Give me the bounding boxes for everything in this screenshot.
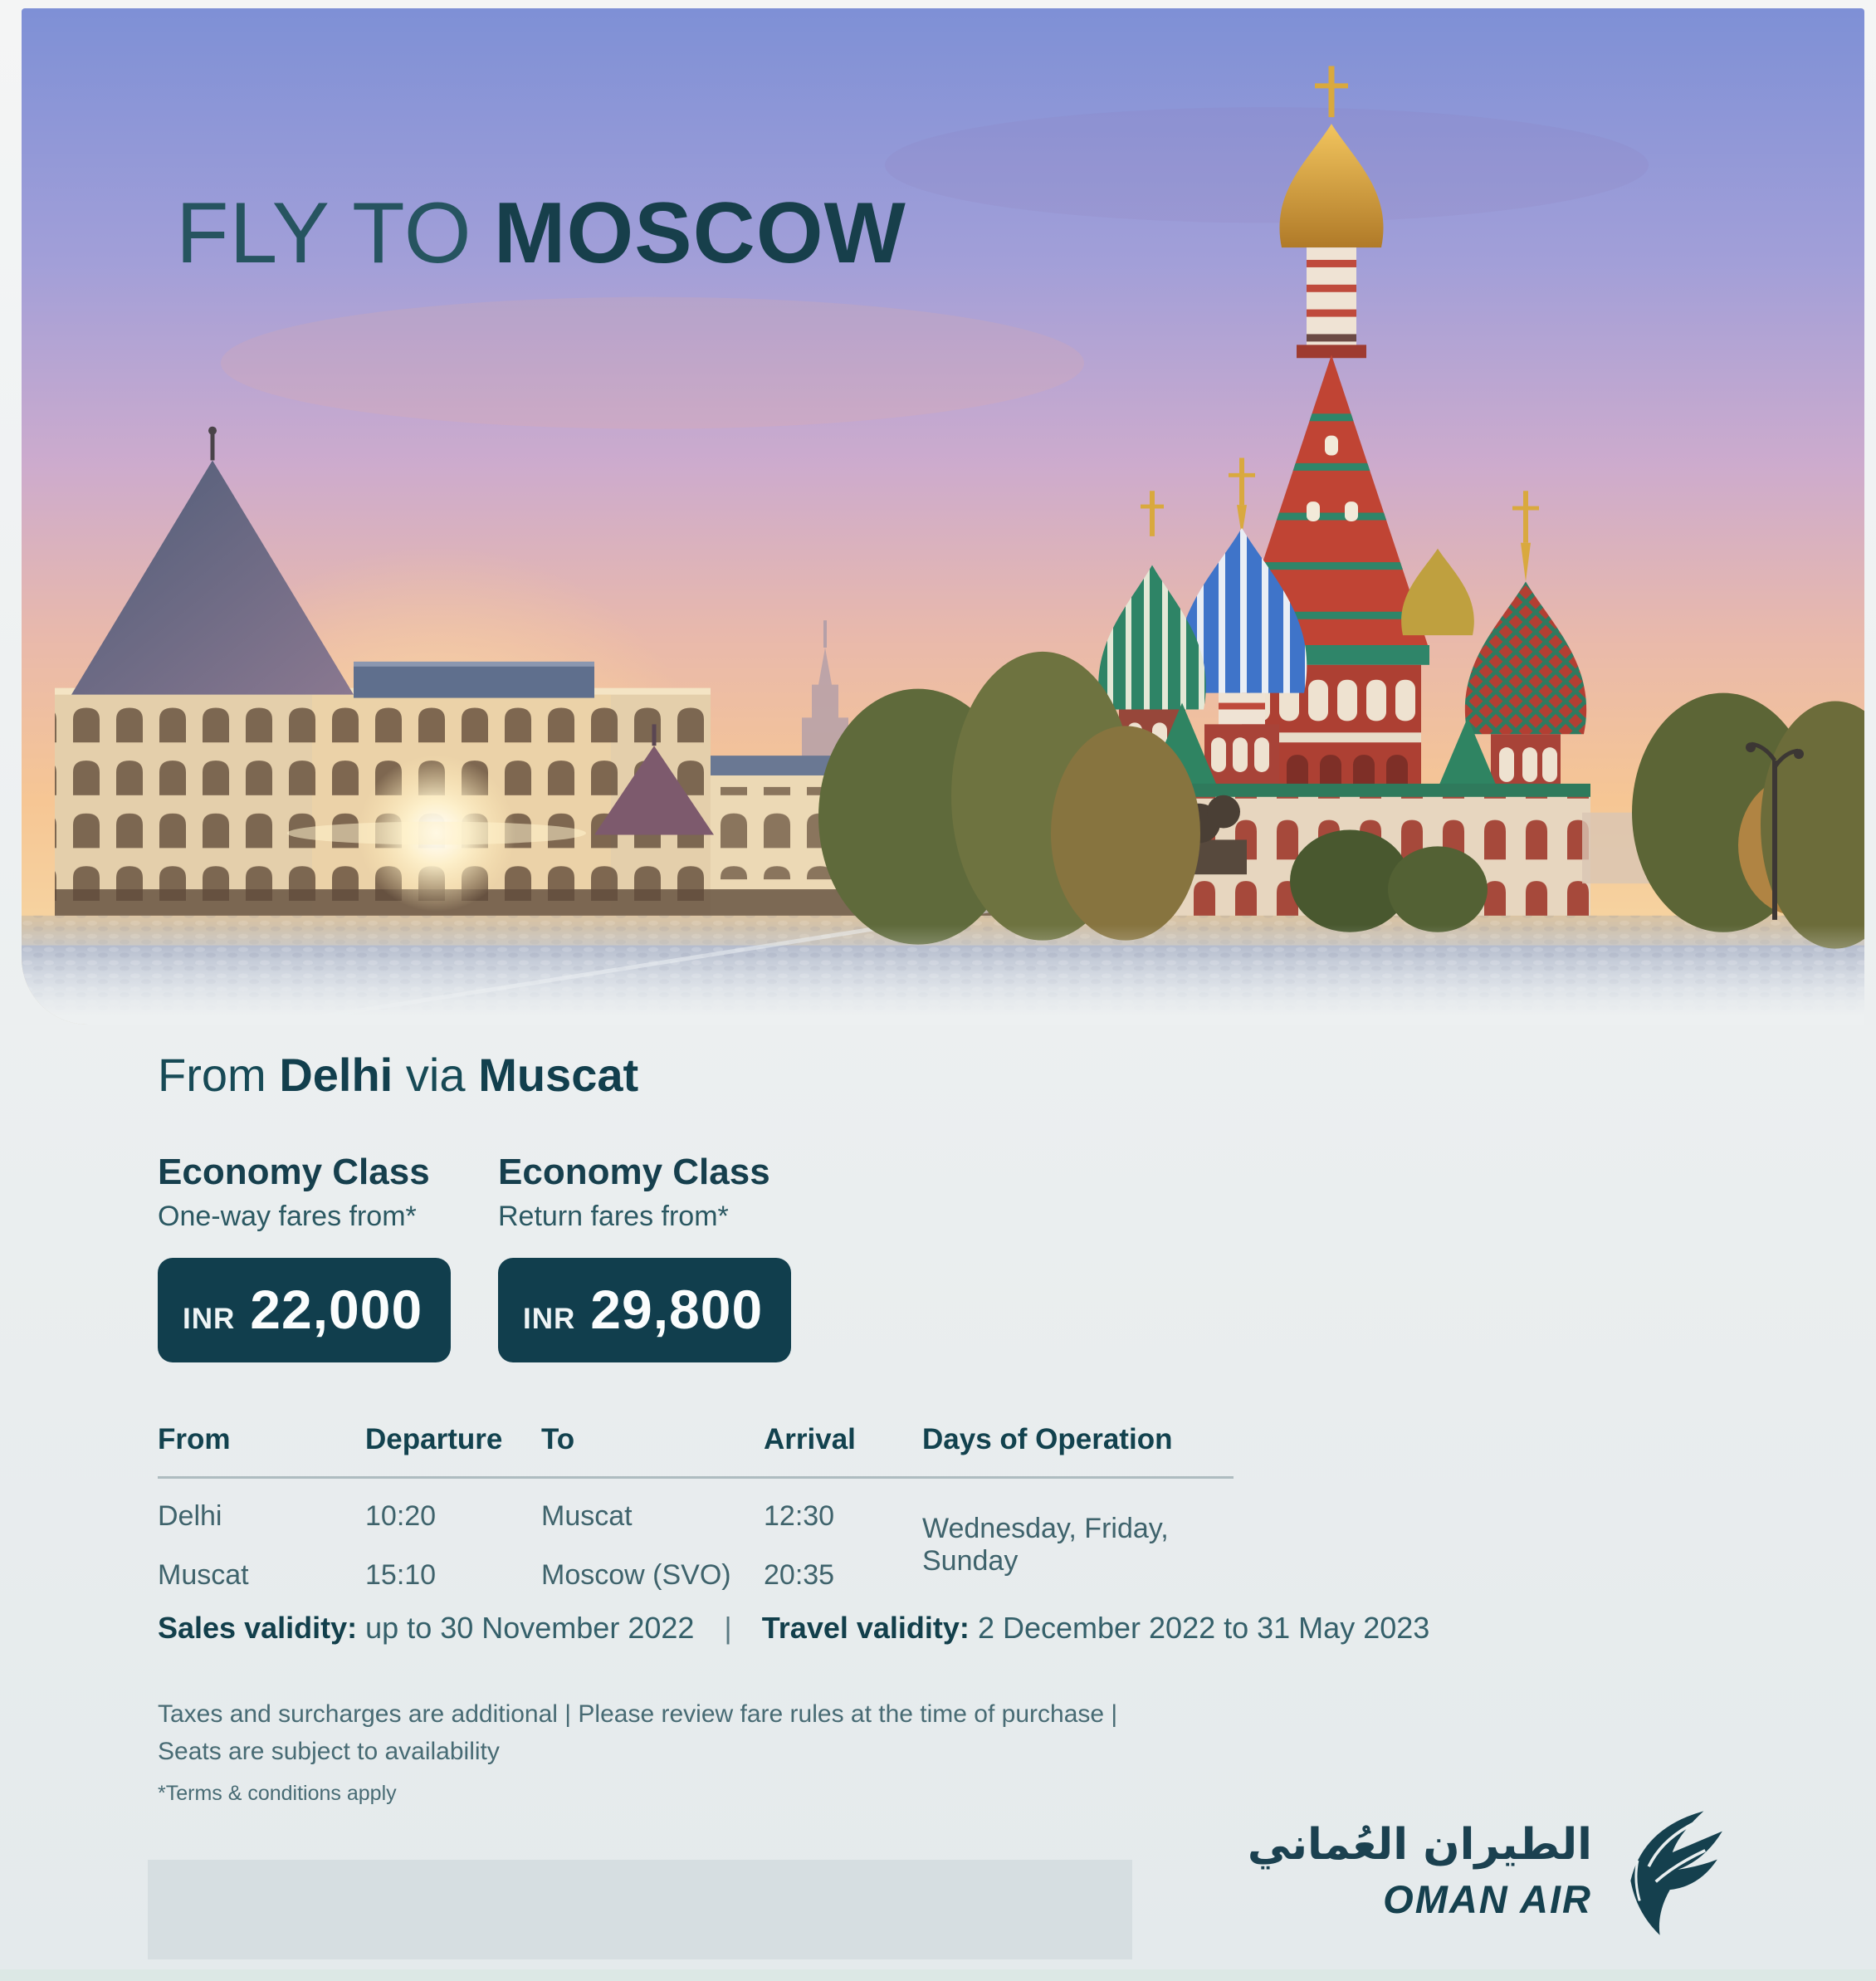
- col-header-arrival: Arrival: [764, 1411, 922, 1479]
- col-header-from: From: [158, 1411, 365, 1479]
- fare-type-label: Return fares from*: [498, 1201, 729, 1233]
- fare-amount: 29,800: [590, 1279, 764, 1341]
- schedule-table: [158, 1411, 1234, 1600]
- oman-air-wing-icon: [1614, 1800, 1738, 1941]
- fare-oneway: [158, 1152, 451, 1362]
- cell-from-2: Muscat: [158, 1559, 249, 1591]
- fare-class-label: Economy Class: [498, 1152, 770, 1192]
- cell-departure-2: 15:10: [365, 1559, 437, 1591]
- fare-price-box-oneway: [158, 1258, 451, 1362]
- sales-validity-label: Sales validity:: [158, 1611, 358, 1645]
- route-origin: Delhi: [279, 1049, 393, 1101]
- col-header-departure: Departure: [365, 1411, 541, 1479]
- cell-arrival-1: 12:30: [764, 1500, 835, 1532]
- fare-type-label: One-way fares from*: [158, 1201, 417, 1233]
- footer-placeholder-box: [148, 1860, 1132, 1959]
- fare-currency: INR: [523, 1303, 576, 1336]
- brand-text: [1248, 1819, 1592, 1921]
- travel-validity-value: 2 December 2022 to 31 May 2023: [977, 1611, 1430, 1645]
- oman-air-logo: [1248, 1800, 1738, 1941]
- cell-days-of-operation: Wednesday, Friday, Sunday: [922, 1513, 1169, 1577]
- route-via-city: Muscat: [478, 1049, 639, 1101]
- fare-amount: 22,000: [250, 1279, 423, 1341]
- fare-currency: INR: [183, 1303, 236, 1336]
- col-header-days: Days of Operation: [922, 1411, 1234, 1479]
- cell-to-1: Muscat: [541, 1500, 633, 1532]
- cell-arrival-2: 20:35: [764, 1559, 835, 1591]
- red-square-scene: [22, 8, 1864, 1025]
- cell-departure-1: 10:20: [365, 1500, 437, 1532]
- terms-note: *Terms & conditions apply: [158, 1782, 397, 1805]
- sales-validity-value: up to 30 November 2022: [365, 1611, 695, 1645]
- disclaimer-text: Taxes and surcharges are additional | Please review fare rules at the time of purchase | Seats are subject to availability: [158, 1700, 1118, 1765]
- fare-class-label: Economy Class: [158, 1152, 430, 1192]
- validity-separator: |: [724, 1611, 732, 1645]
- route-heading: [158, 1048, 652, 1102]
- fare-return: [498, 1152, 791, 1362]
- headline: [176, 184, 906, 283]
- col-header-to: To: [541, 1411, 764, 1479]
- cell-to-2: Moscow (SVO): [541, 1559, 731, 1591]
- brand-name-arabic: الطيران العُماني: [1247, 1820, 1592, 1871]
- fare-price-box-return: [498, 1258, 791, 1362]
- brand-name-latin: OMAN AIR: [1383, 1876, 1592, 1921]
- headline-light: FLY TO: [176, 185, 472, 281]
- headline-bold: MOSCOW: [493, 185, 906, 281]
- bottom-accent-strip: [0, 1969, 1876, 1981]
- route-prefix: From: [158, 1049, 266, 1101]
- hero-image-moscow: [22, 8, 1864, 1025]
- travel-validity-label: Travel validity:: [761, 1611, 970, 1645]
- validity-line: [158, 1611, 1429, 1646]
- cell-from-1: Delhi: [158, 1500, 222, 1532]
- route-via-label: via: [405, 1049, 466, 1101]
